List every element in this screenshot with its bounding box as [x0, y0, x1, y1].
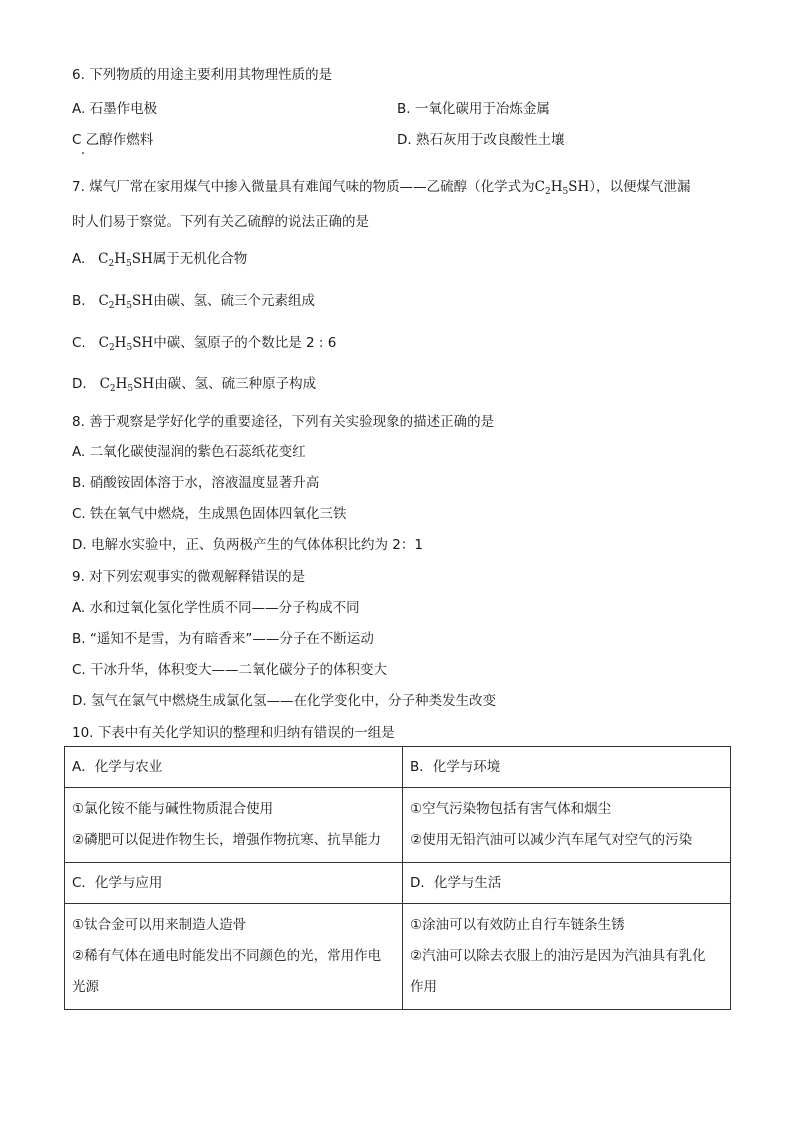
q6-option-d: D. 熟石灰用于改良酸性土壤	[397, 132, 565, 148]
q6-option-a: A. 石墨作电极	[72, 101, 158, 117]
q7-stem	[72, 178, 691, 196]
q9-option-b: B. “遥知不是雪，为有暗香来”——分子在不断运动	[72, 631, 374, 647]
cell-c-item-2a: ②稀有气体在通电时能发出不同颜色的光，常用作电	[72, 948, 382, 964]
table-row	[65, 747, 731, 788]
cell-d-head: D．化学与生活	[403, 863, 731, 904]
stray-dot	[82, 152, 84, 154]
q7-option-c: C. $C_2H_5SH$中碳、氢原子的个数比是 2 : 6	[72, 335, 337, 353]
cell-d-item-1: ①涂油可以有效防止自行车链条生锈	[410, 917, 625, 933]
cell-b-item-2: ②使用无铅汽油可以减少汽车尾气对空气的污染	[410, 832, 693, 848]
q7-option-d: D. $C_2H_5SH$由碳、氢、硫三种原子构成	[72, 376, 317, 394]
table-row	[65, 863, 731, 904]
q8-stem: 8. 善于观察是学好化学的重要途径，下列有关实验现象的描述正确的是	[72, 414, 495, 430]
q8-option-d: D. 电解水实验中，正、负两极产生的气体体积比约为 2：1	[72, 537, 423, 553]
q8-option-c: C. 铁在氧气中燃烧，生成黑色固体四氧化三铁	[72, 506, 347, 522]
cell-c-body	[65, 904, 403, 1010]
q7-option-b: B. $C_2H_5SH$由碳、氢、硫三个元素组成	[72, 293, 316, 311]
cell-a-body	[65, 788, 403, 863]
cell-b-body	[403, 788, 731, 863]
q9-option-d: D. 氢气在氯气中燃烧生成氯化氢——在化学变化中，分子种类发生改变	[72, 693, 496, 709]
cell-d-body	[403, 904, 731, 1010]
q7-stem-post: ），以便煤气泄漏	[589, 179, 691, 195]
q9-option-c: C. 干冰升华，体积变大——二氧化碳分子的体积变大	[72, 662, 388, 678]
q7-formula: $C_2H_5SH$	[534, 179, 590, 197]
cell-c-head: C．化学与应用	[65, 863, 403, 904]
cell-b-head: B．化学与环境	[403, 747, 731, 788]
cell-d-item-2b: 作用	[410, 979, 437, 995]
q6-option-c: C 乙醇作燃料	[72, 132, 154, 148]
q7-option-a: A. $C_2H_5SH$属于无机化合物	[72, 251, 248, 269]
q6-option-b: B. 一氧化碳用于冶炼金属	[397, 101, 550, 117]
q7-stem-line2: 时人们易于察觉。下列有关乙硫醇的说法正确的是	[72, 214, 369, 230]
cell-a-item-2: ②磷肥可以促进作物生长，增强作物抗寒、抗旱能力	[72, 832, 382, 848]
q7-stem-pre: 7. 煤气厂常在家用煤气中掺入微量具有难闻气味的物质——乙硫醇（化学式为	[72, 179, 535, 195]
cell-c-item-2b: 光源	[72, 979, 99, 995]
q8-option-a: A. 二氧化碳使湿润的紫色石蕊纸花变红	[72, 444, 306, 460]
cell-a-head: A．化学与农业	[65, 747, 403, 788]
table-row	[65, 788, 731, 863]
table-row	[65, 904, 731, 1010]
cell-b-item-1: ①空气污染物包括有害气体和烟尘	[410, 801, 612, 817]
cell-a-item-1: ①氯化铵不能与碱性物质混合使用	[72, 801, 274, 817]
q6-stem: 6. 下列物质的用途主要利用其物理性质的是	[72, 67, 333, 83]
cell-d-item-2a: ②汽油可以除去衣服上的油污是因为汽油具有乳化	[410, 948, 706, 964]
cell-c-item-1: ①钛合金可以用来制造人造骨	[72, 917, 247, 933]
q10-stem: 10. 下表中有关化学知识的整理和归纳有错误的一组是	[72, 725, 395, 741]
q9-option-a: A. 水和过氧化氢化学性质不同——分子构成不同	[72, 600, 360, 616]
knowledge-table	[64, 746, 731, 1010]
q8-option-b: B. 硝酸铵固体溶于水，溶液温度显著升高	[72, 475, 320, 491]
q9-stem: 9. 对下列宏观事实的微观解释错误的是	[72, 569, 306, 585]
